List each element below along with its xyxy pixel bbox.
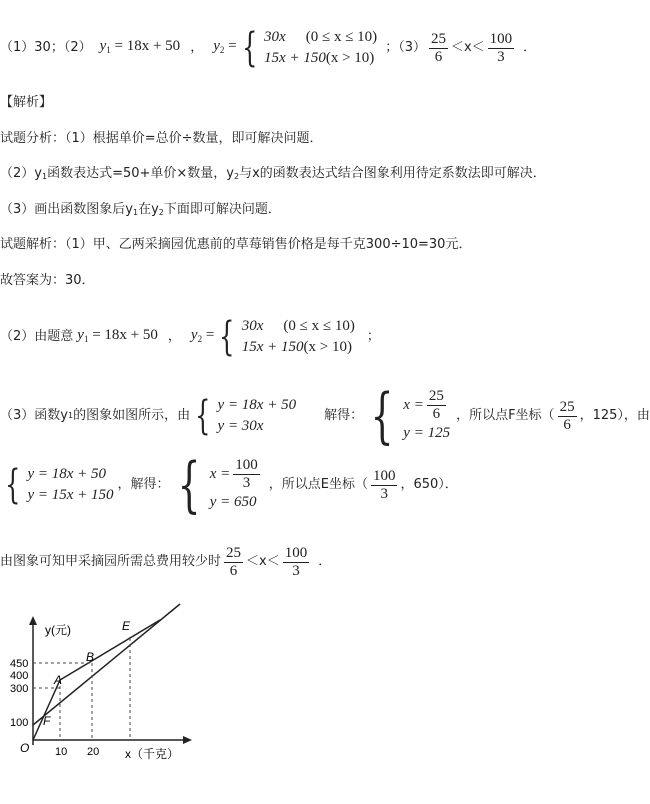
- part2-piecewise: { 30x (0 ≤ x ≤ 10) 15x + 150(x > 10): [219, 314, 355, 360]
- answer-prefix: （1）30；（2）: [0, 40, 92, 55]
- y-tick-100: 100: [10, 717, 29, 729]
- function-graph: [10, 600, 210, 770]
- solution-line-1: 试题解析：（1）甲、乙两采摘园优惠前的草莓销售价格是每千克300÷10=30元．: [0, 237, 472, 252]
- x-tick-20: 20: [87, 746, 100, 758]
- conclusion-line: 由图象可知甲采摘园所需总费用较少时 $\frac{25}{6}$ ＜x＜ $\frac{100}{3}$ ．: [0, 544, 332, 579]
- y-tick-300: 300: [10, 683, 29, 695]
- point-A: A: [54, 673, 63, 687]
- solution-line-2: 故答案为：30．: [0, 273, 95, 288]
- y2-piecewise: { 30x (0 ≤ x ≤ 10) 15x + 150(x > 10): [241, 25, 378, 71]
- solution-part3-b: { y = 18x + 50 y = 15x + 150 ，解得： { x = $\frac{100}{3}$ y = 650 ，所以点E坐标（ $\frac{100}{3}$ ，650）．: [0, 452, 458, 518]
- analysis-line-3: （3）画出函数图象后y1在y2下面即可解决问题．: [0, 202, 281, 217]
- y-tick-450: 450: [10, 658, 29, 670]
- analysis-heading: 【解析】: [0, 95, 53, 110]
- y1-expression: $y_1 = 18x + 50$: [99, 38, 181, 55]
- ineq-fraction-right: $\frac{100}{3}$: [489, 30, 513, 65]
- point-E: E: [122, 619, 131, 633]
- solution-part2: （2）由题意 $y_1 = 18x + 50$ ， $y_2$ = { 30x (0 ≤ x ≤ 10) 15x + 150(x > 10) ；: [0, 314, 380, 360]
- system-2: { y = 18x + 50 y = 15x + 150: [5, 462, 114, 508]
- y-tick-400: 400: [10, 670, 29, 682]
- system-1: { y = 18x + 50 y = 30x: [195, 393, 297, 439]
- x-tick-10: 10: [55, 746, 68, 758]
- ineq-fraction-left: $\frac{25}{6}$: [430, 30, 446, 65]
- analysis-line-1: 试题分析：（1）根据单价=总价÷数量，即可解决问题．: [0, 131, 323, 146]
- line-y2-flat: [60, 620, 160, 680]
- y-axis-label: y(元): [45, 623, 71, 637]
- solution-1: { x = $\frac{25}{6}$ y = 125: [370, 381, 451, 451]
- solution-2: { x = $\frac{100}{3}$ y = 650: [177, 450, 258, 520]
- analysis-line-2: （2）y1函数表达式=50+单价×数量，y2与x的函数表达式结合图象利用待定系数法即可解决．: [0, 166, 546, 181]
- answer-line: （1）30；（2） $y_1 = 18x + 50$ ， $y_2$ = { 30x (0 ≤ x ≤ 10) 15x + 150(x > 10) ；（3） $\frac{25}{6}$ ＜x＜ $\frac{100}{3}$ ．: [0, 25, 537, 71]
- line-y2-steep: [33, 680, 60, 740]
- y2-expression: $y_2$ =: [213, 38, 237, 55]
- point-F: F: [43, 714, 51, 728]
- origin-label: O: [20, 741, 30, 755]
- x-axis-label: x（千克）: [125, 747, 180, 761]
- point-B: B: [86, 650, 95, 664]
- solution-part3-a: （3）函数y 1 的图象如图所示，由 { y = 18x + 50 y = 30x 解得： { x = $\frac{25}{6}$ y = 125 ，所以点F坐标（ $\frac{25}{6}$ ，125），由: [0, 381, 650, 451]
